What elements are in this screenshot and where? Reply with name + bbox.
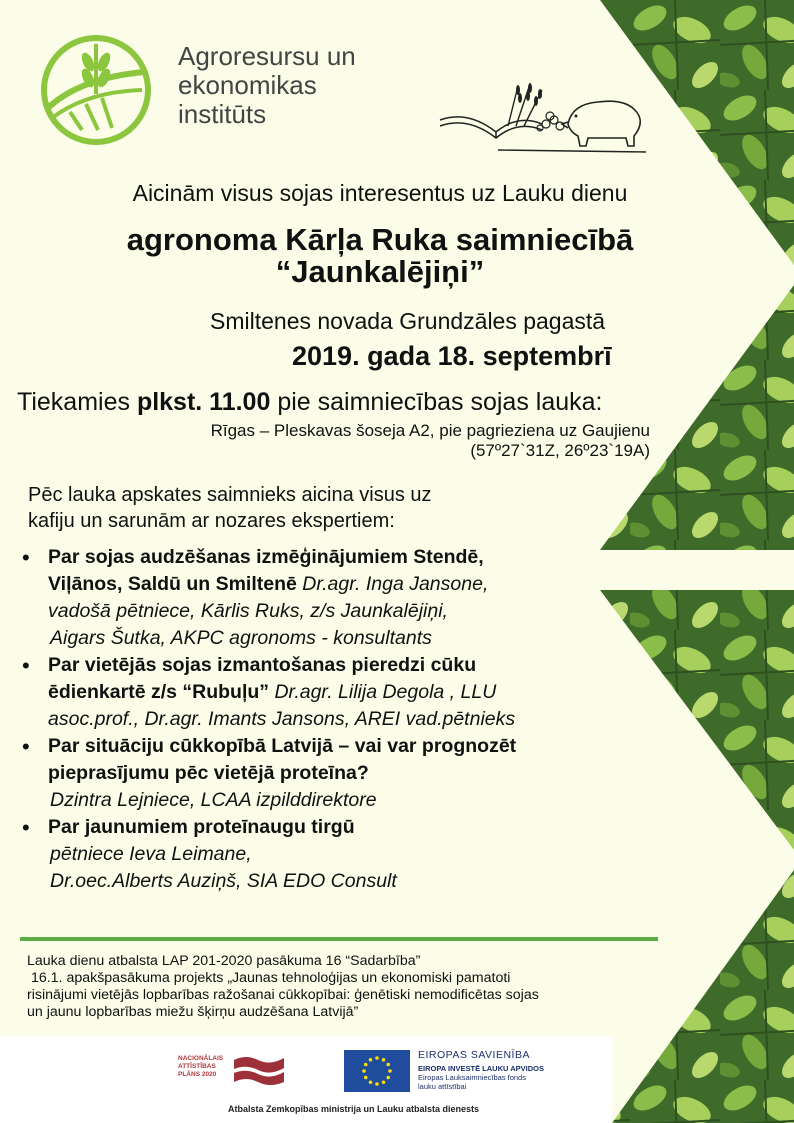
eu-star-icon <box>375 1082 379 1086</box>
institute-logo <box>40 34 152 146</box>
eu-star-icon <box>369 1058 373 1062</box>
topic-speakers: Aigars Šutka, AKPC agronoms - konsultants <box>50 627 432 649</box>
institute-name-line: Agroresursu un <box>178 41 356 71</box>
bullet-icon: • <box>22 545 30 570</box>
topic-heading: Par situāciju cūkkopībā Latvijā – vai var prognozēt <box>48 735 517 757</box>
eu-subtitle <box>418 1064 544 1091</box>
event-location: Smiltenes novada Grundzāles pagastā <box>210 308 606 334</box>
meeting-suffix: pie saimniecības sojas lauka: <box>270 388 603 416</box>
topic-speakers: Dr.agr. Lilija Degola , LLU <box>274 681 497 703</box>
intro-text: Aicinām visus sojas interesentus uz Lauku dienu <box>132 180 628 206</box>
topic-speakers: pētniece Ieva Leimane, <box>50 843 252 865</box>
topic-item <box>20 544 650 652</box>
topic-speakers: asoc.prof., Dr.agr. Imants Jansons, AREI vad.pētnieks <box>48 708 516 730</box>
meeting-prefix: Tiekamies <box>17 388 137 416</box>
support-line: un jaunu lopbarības miežu šķirņu audzēšana Latvijā” <box>27 1004 359 1020</box>
coordinates: (57º27`31Z, 26º23`19A) <box>470 441 650 460</box>
eu-star-icon <box>382 1058 386 1062</box>
eu-star-icon <box>362 1069 366 1073</box>
bullet-icon: • <box>22 815 30 840</box>
after-visit-text <box>28 482 528 534</box>
meeting-time: plkst. 11.00 <box>136 388 271 416</box>
support-line: risinājumi vietējās lopbarības ražošanai cūkkopībai: ģenētiski nemodificētas sojas <box>27 987 539 1003</box>
bullet-icon: • <box>22 653 30 678</box>
latvia-flag-icon <box>232 1054 286 1086</box>
topic-heading: Par jaunumiem proteīnaugu tirgū <box>48 816 355 838</box>
topic-heading: Par vietējās sojas izmantošanas pieredzi cūku <box>48 654 477 676</box>
after-visit-line: Pēc lauka apskates saimnieks aicina visus uz <box>28 484 432 506</box>
eu-star-icon <box>388 1069 392 1073</box>
topic-item <box>20 733 650 814</box>
institute-name-line: institūts <box>178 99 267 129</box>
supporter-text: Atbalsta Zemkopības ministrija un Lauku atbalsta dienests <box>228 1104 480 1114</box>
institute-name <box>178 42 356 129</box>
nap-line: NACIONĀLAIS <box>178 1055 224 1062</box>
eu-star-icon <box>386 1063 390 1067</box>
support-line: Lauka dienu atbalsta LAP 201-2020 pasākuma 16 “Sadarbība” <box>27 953 421 969</box>
event-date: 2019. gada 18. septembrī <box>292 341 612 371</box>
topic-heading: pieprasījumu pēc vietējā proteīna? <box>48 762 369 784</box>
support-line: 16.1. apakšpasākuma projekts „Jaunas tehnoloģijas un ekonomiski pamatoti <box>27 970 511 986</box>
eu-subtitle-line: EIROPA INVESTĒ LAUKU APVIDOS <box>418 1064 544 1073</box>
topic-item <box>20 814 650 895</box>
event-title-line: “Jaunkalējiņi” <box>275 254 485 289</box>
topic-heading: Viļānos, Saldū un Smiltenē <box>48 573 303 595</box>
eu-star-icon <box>382 1080 386 1084</box>
book-wheat-pig-sketch <box>438 80 648 158</box>
eu-title: EIROPAS SAVIENĪBA <box>418 1049 530 1061</box>
eu-star-icon <box>375 1056 379 1060</box>
nap-line: ATTĪSTĪBAS <box>178 1063 216 1070</box>
topic-heading: Par sojas audzēšanas izmēģinājumiem Stendē, <box>48 546 484 568</box>
eu-star-icon <box>364 1063 368 1067</box>
topic-heading: ēdienkartē z/s “Rubuļu” <box>48 681 275 703</box>
event-title <box>40 224 720 288</box>
eu-subtitle-line: Eiropas Lauksaimniecības fonds <box>418 1073 526 1082</box>
topics-list <box>20 544 650 895</box>
support-statement <box>27 953 657 1021</box>
topic-speakers: Dr.oec.Alberts Auziņš, SIA EDO Consult <box>50 870 397 892</box>
event-title-line: agronoma Kārļa Ruka saimniecībā <box>126 222 634 257</box>
eu-subtitle-line: lauku attīstībai <box>418 1082 467 1091</box>
bullet-icon: • <box>22 734 30 759</box>
directions <box>40 421 650 461</box>
eu-flag-icon <box>344 1050 410 1092</box>
meeting-info <box>17 388 603 417</box>
plant-triangle-2 <box>600 285 794 550</box>
eu-star-icon <box>369 1080 373 1084</box>
institute-name-line: ekonomikas <box>178 70 317 100</box>
after-visit-line: kafiju un sarunām ar nozares ekspertiem: <box>28 510 395 532</box>
topic-speakers: Dzintra Lejniece, LCAA izpilddirektore <box>50 789 377 811</box>
eu-star-icon <box>364 1076 368 1080</box>
topic-item <box>20 652 650 733</box>
nap-logo-text <box>178 1055 223 1079</box>
divider <box>20 937 658 941</box>
topic-speakers: vadošā pētniece, Kārlis Ruks, z/s Jaunkalējiņi, <box>48 600 448 622</box>
directions-line: Rīgas – Pleskavas šoseja A2, pie pagrieziena uz Gaujienu <box>210 421 650 440</box>
nap-line: PLĀNS 2020 <box>178 1071 217 1078</box>
topic-speakers: Dr.agr. Inga Jansone, <box>302 573 489 595</box>
eu-star-icon <box>386 1076 390 1080</box>
